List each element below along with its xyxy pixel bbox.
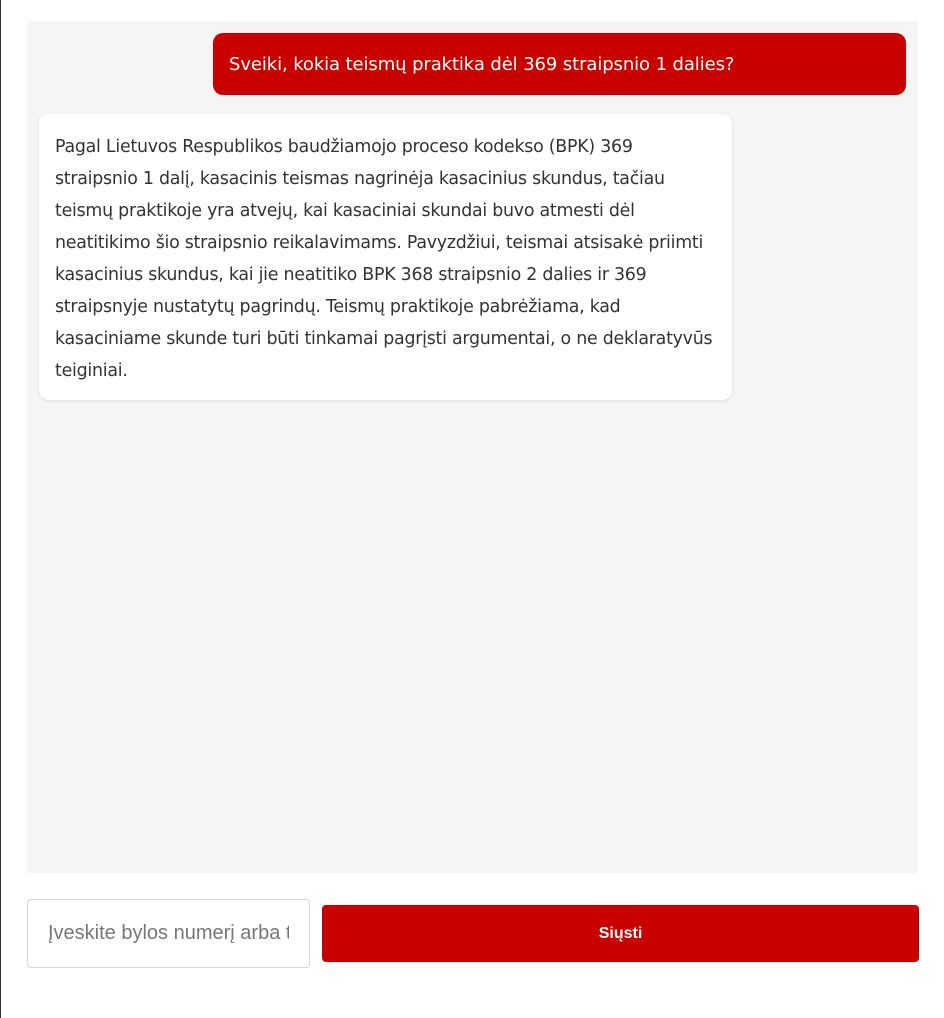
assistant-message-bubble: Pagal Lietuvos Respublikos baudžiamojo proceso kodekso (BPK) 369 straipsnio 1 dalį, kasacinis teismas nagrinėja kasacinius skundus, tačiau teismų praktikoje yra atvejų, kai kasaciniai skundai buvo atmesti dėl neatitikimo šio straipsnio reikalavimams. Pavyzdžiui, teismai atsisakė priimti kasacinius skundus, kai jie neatitiko BPK 368 straipsnio 2 dalies ir 369 straipsnyje nustatytų pagrindų. Teismų praktikoje pabrėžiama, kad kasaciniame skunde turi būti tinkamai pagrįsti argumentai, o ne deklaratyvūs teiginiai.: [39, 114, 732, 400]
send-button[interactable]: Siųsti: [322, 905, 919, 962]
chat-messages-area[interactable]: [27, 21, 918, 873]
case-search-input[interactable]: [27, 899, 310, 968]
user-message-bubble: Sveiki, kokia teismų praktika dėl 369 straipsnio 1 dalies?: [213, 33, 906, 95]
